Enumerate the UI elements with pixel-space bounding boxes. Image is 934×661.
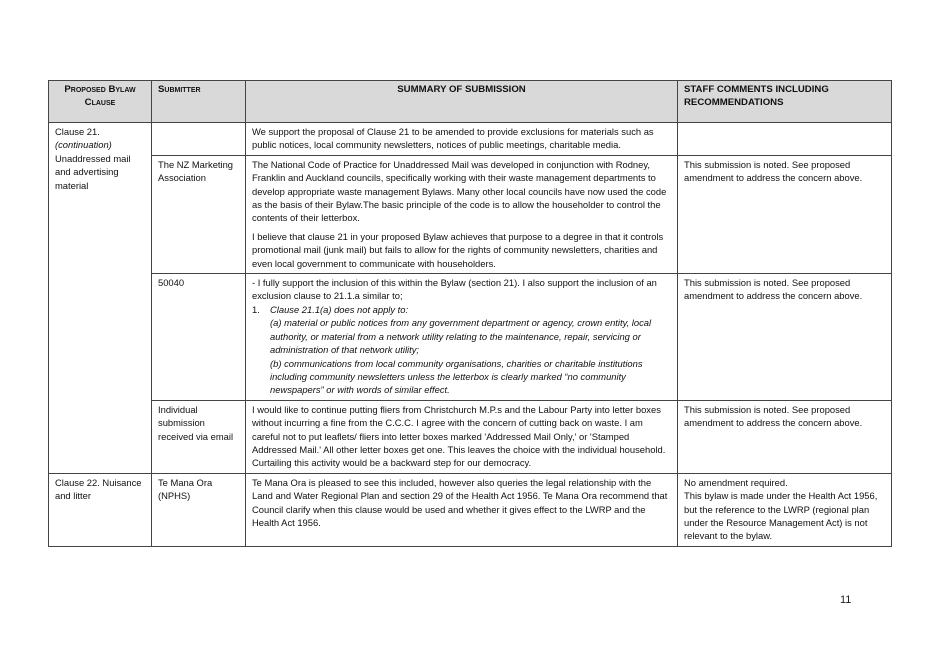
summary-paragraph: I would like to continue putting fliers from Christchurch M.P.s and the Labour Party into letter boxes without incurring a fine from the C.C.C. I agree with the concern of cutting back on waste. I am careful not to put leaflets/ fliers into letter boxes marked 'Addressed Mail Only,' or 'Stamped Addressed Mail.' All other letter boxes get one. This leaves the choice with the individual household. Curtailing this activity would be a backward step for our democracy. bbox=[252, 403, 666, 469]
list-item: (a) material or public notices from any government department or agency, crown entity, local authority, or material from a network utility relating to the maintenance, repair, servicing or administration of that network utility; bbox=[270, 317, 652, 356]
summary-cell bbox=[246, 123, 678, 156]
summary-cell bbox=[246, 155, 678, 273]
submitter-cell: 50040 bbox=[152, 274, 246, 401]
summary-paragraph: I believe that clause 21 in your proposed Bylaw achieves that purpose to a degree in that it controls promotional mail (junk mail) but fails to allow for the rights of community newsletters, charities and even local government to communicate with householders. bbox=[252, 230, 664, 269]
table-row bbox=[49, 155, 892, 273]
summary-cell bbox=[246, 473, 678, 546]
table-row bbox=[49, 400, 892, 473]
list-item: (b) communications from local community organisations, charities or charitable institutions including community newsletters unless the letterbox is clearly marked “no community newspapers” or with words of similar effect. bbox=[270, 357, 643, 396]
header-summary-of-submission: SUMMARY OF SUBMISSION bbox=[246, 81, 678, 123]
comment-cell bbox=[678, 123, 892, 156]
clause-number: Clause 21. bbox=[55, 126, 100, 137]
table-row bbox=[49, 123, 892, 156]
clause-continuation: (continuation) bbox=[55, 139, 112, 151]
clause-cell-21 bbox=[49, 123, 152, 474]
summary-intro: - I fully support the inclusion of this within the Bylaw (section 21). I also support the inclusion of an exclusion clause to 21.1.a similar to; bbox=[252, 277, 657, 302]
summary-paragraph: Te Mana Ora is pleased to see this included, however also queries the legal relationship with the Land and Water Regional Plan and section 29 of the Health Act 1956. Te Mana Ora recommend that Council clarify when this clause would be used and whether it gives effect to the LWRP and the Health Act 1956. bbox=[252, 476, 668, 528]
summary-paragraph: We support the proposal of Clause 21 to be amended to provide exclusions for materials such as public notices, local community newsletters, notices of public meetings, charitable media. bbox=[252, 126, 654, 151]
comment-cell bbox=[678, 473, 892, 546]
comment-line: No amendment required. bbox=[684, 476, 788, 488]
table-header-row bbox=[49, 81, 892, 123]
submitter-cell: The NZ Marketing Association bbox=[152, 155, 246, 273]
comment-cell: This submission is noted. See proposed amendment to address the concern above. bbox=[678, 155, 892, 273]
submitter-cell: Individual submission received via email bbox=[152, 400, 246, 473]
list-head-text: Clause 21.1(a) does not apply to: bbox=[270, 303, 409, 315]
summary-cell bbox=[246, 274, 678, 401]
clause-cell-22 bbox=[49, 473, 152, 546]
list-number: 1. bbox=[252, 303, 260, 315]
table-row bbox=[49, 473, 892, 546]
table-row bbox=[49, 274, 892, 401]
submitter-cell: Te Mana Ora (NPHS) bbox=[152, 473, 246, 546]
submitter-cell bbox=[152, 123, 246, 156]
header-staff-comments: STAFF COMMENTS INCLUDING RECOMMENDATIONS bbox=[678, 81, 892, 123]
page-number: 11 bbox=[840, 594, 852, 606]
summary-paragraph: The National Code of Practice for Unaddressed Mail was developed in conjunction with Rodney, Franklin and Auckland councils, specifically working with their waste management departments to develop appropriate waste management Bylaws. Many other local councils have now used the code as the basis of their Bylaw.The basic principle of the code is to allow the householder to control the contents of their letterbox. bbox=[252, 158, 667, 224]
summary-cell bbox=[246, 400, 678, 473]
submissions-table bbox=[48, 80, 892, 547]
comment-cell: This submission is noted. See proposed amendment to address the concern above. bbox=[678, 274, 892, 401]
header-submitter: Submitter bbox=[152, 81, 246, 123]
clause-title: Unaddressed mail and advertising material bbox=[55, 152, 131, 191]
header-proposed-bylaw-clause: Proposed Bylaw Clause bbox=[49, 81, 152, 123]
clause-title: Clause 22. Nuisance and litter bbox=[55, 476, 142, 502]
comment-cell: This submission is noted. See proposed amendment to address the concern above. bbox=[678, 400, 892, 473]
numbered-list-head bbox=[252, 303, 671, 316]
comment-line: This bylaw is made under the Health Act 1956, but the reference to the LWRP (regional plan under the Resource Management Act) is not relevant to the bylaw. bbox=[684, 490, 878, 542]
